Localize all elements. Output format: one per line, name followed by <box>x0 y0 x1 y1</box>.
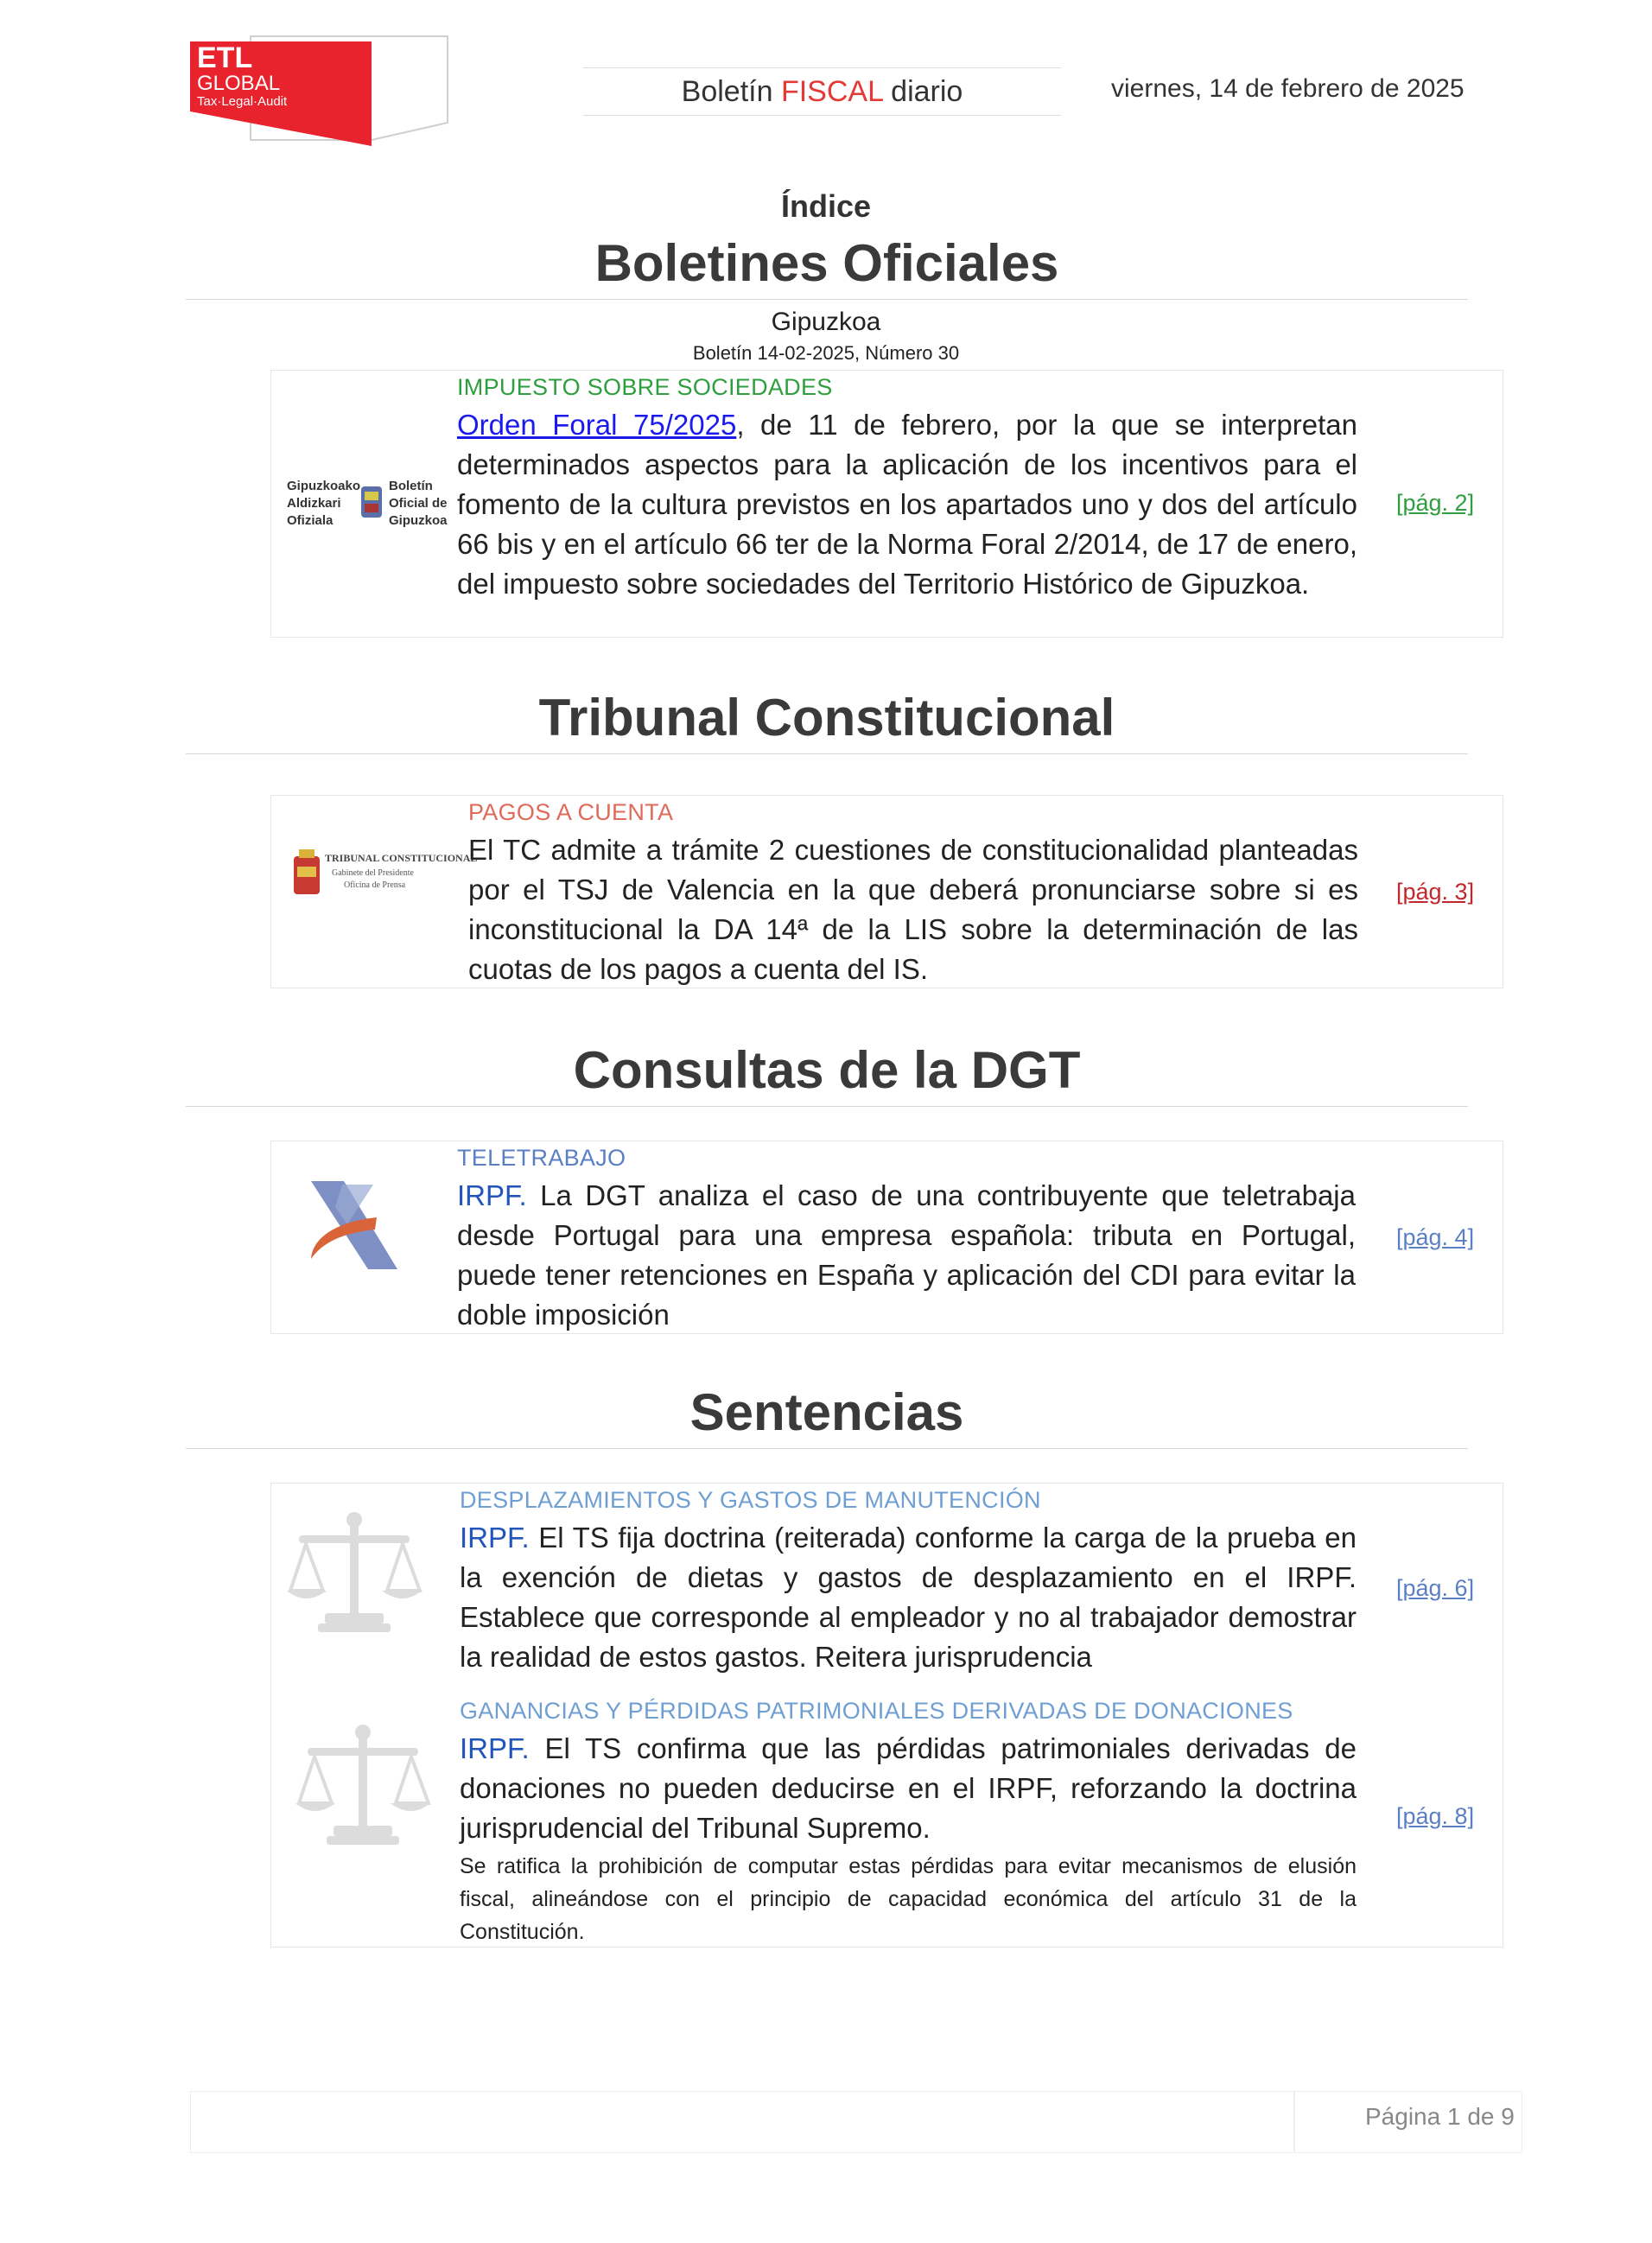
entry-text: IRPF. La DGT analiza el caso de una contribuyente que teletrabaja desde Portugal para una empresa española: tributa en Portugal, puede tener retenciones en España y aplicación del CDI para evitar la doble imposición <box>457 1179 1356 1331</box>
svg-text:Gipuzkoa: Gipuzkoa <box>389 513 448 528</box>
svg-text:TRIBUNAL CONSTITUCIONAL: TRIBUNAL CONSTITUCIONAL <box>325 852 478 864</box>
issue-date: viernes, 14 de febrero de 2025 <box>1111 74 1465 103</box>
entry-card-sentencias <box>270 1483 1503 1948</box>
logo-text-global: GLOBAL <box>197 72 281 95</box>
svg-text:Gipuzkoako: Gipuzkoako <box>287 479 361 493</box>
page-ref-link[interactable]: [pág. 4] <box>1396 1224 1475 1250</box>
section-divider <box>186 299 1468 300</box>
section-title-dgt: Consultas de la DGT <box>573 1041 1081 1099</box>
entry-category: TELETRABAJO <box>457 1145 626 1171</box>
title-suffix: diario <box>882 75 963 108</box>
svg-text:Aldizkari: Aldizkari <box>287 496 341 511</box>
scales-of-justice-icon <box>285 1501 423 1639</box>
region-subtitle: Gipuzkoa <box>771 308 881 336</box>
logo-text-etl: ETL <box>197 41 253 74</box>
page-ref-link[interactable]: [pág. 8] <box>1396 1803 1475 1829</box>
page-ref-link[interactable]: [pág. 2] <box>1396 490 1475 516</box>
title-prefix: Boletín <box>681 75 781 108</box>
page-ref-link[interactable]: [pág. 3] <box>1396 879 1475 905</box>
logo-text-tagline: Tax·Legal·Audit <box>197 94 288 109</box>
section-title-boletines: Boletines Oficiales <box>594 234 1059 292</box>
boletin-gipuzkoa-logo <box>287 474 448 537</box>
newsletter-title <box>583 67 1061 116</box>
page-footer <box>190 2091 1522 2153</box>
tax-prefix: IRPF. <box>460 1732 530 1764</box>
section-divider <box>186 1106 1468 1107</box>
section-divider <box>186 753 1468 754</box>
page-ref-link[interactable]: [pág. 6] <box>1396 1575 1475 1601</box>
svg-text:Oficina de Prensa: Oficina de Prensa <box>344 880 406 890</box>
svg-text:Boletín: Boletín <box>389 479 433 493</box>
page-number: Página 1 de 9 <box>1365 2103 1515 2130</box>
section-title-tribunal: Tribunal Constitucional <box>538 689 1115 747</box>
tribunal-constitucional-logo <box>290 846 478 908</box>
index-heading: Índice <box>780 188 872 224</box>
svg-text:Oficial de: Oficial de <box>389 496 448 511</box>
entry-card-dgt <box>270 1141 1503 1334</box>
entry-text: IRPF. El TS fija doctrina (reiterada) conforme la carga de la prueba en la exención de dietas y gastos de desplazamiento en el IRPF. Establece que corresponde al empleador y no al trabajador demostrar la realidad de estos gastos. Reitera jurisprudencia <box>460 1522 1357 1673</box>
entry-card-boletin <box>270 370 1503 638</box>
section-divider <box>186 1448 1468 1449</box>
entry-text: El TC admite a trámite 2 cuestiones de constitucionalidad planteadas por el TSJ de Valencia en la que deberá pronunciarse sobre si es inconstitucional la DA 14ª de la LIS sobre la determinación de las cuotas de los pagos a cuenta del IS. <box>468 834 1358 985</box>
entry-category: PAGOS A CUENTA <box>468 799 674 825</box>
entry-text: Orden Foral 75/2025, de 11 de febrero, por la que se interpretan determinados aspectos para la aplicación de los incentivos para el fomento de la cultura previstos en los apartados uno y dos del artículo 66 bis y en el artículo 66 ter de la Norma Foral 2/2014, de 17 de enero, del impuesto sobre sociedades del Territorio Histórico de Gipuzkoa. <box>457 409 1357 600</box>
entry-text: IRPF. El TS confirma que las pérdidas patrimoniales derivadas de donaciones no pueden deducirse en el IRPF, reforzando la doctrina jurisprudencial del Tribunal Supremo. <box>460 1732 1357 1844</box>
bulletin-number: Boletín 14-02-2025, Número 30 <box>692 342 960 364</box>
footer-divider <box>1293 2091 1295 2151</box>
entry-detail-text: Se ratifica la prohibición de computar estas pérdidas para evitar mecanismos de elusión fiscal, alineándose con el principio de capacidad económica del artículo 31 de la Constitución. <box>460 1854 1357 1944</box>
agencia-tributaria-logo <box>290 1172 403 1276</box>
etl-global-logo <box>190 29 449 150</box>
entry-category: IMPUESTO SOBRE SOCIEDADES <box>457 374 833 400</box>
section-title-sentencias: Sentencias <box>689 1383 964 1441</box>
tax-prefix: IRPF. <box>457 1179 527 1211</box>
entry-category: DESPLAZAMIENTOS Y GASTOS DE MANUTENCIÓN <box>460 1487 1041 1513</box>
scales-of-justice-icon <box>294 1713 432 1852</box>
tax-prefix: IRPF. <box>460 1522 530 1554</box>
title-accent: FISCAL <box>780 75 883 108</box>
svg-text:Gabinete del Presidente: Gabinete del Presidente <box>332 868 414 878</box>
svg-text:Ofiziala: Ofiziala <box>287 513 334 528</box>
orden-foral-link[interactable]: Orden Foral 75/2025 <box>457 409 737 441</box>
entry-card-tribunal <box>270 795 1503 988</box>
entry-category: GANANCIAS Y PÉRDIDAS PATRIMONIALES DERIVADAS DE DONACIONES <box>460 1698 1293 1724</box>
